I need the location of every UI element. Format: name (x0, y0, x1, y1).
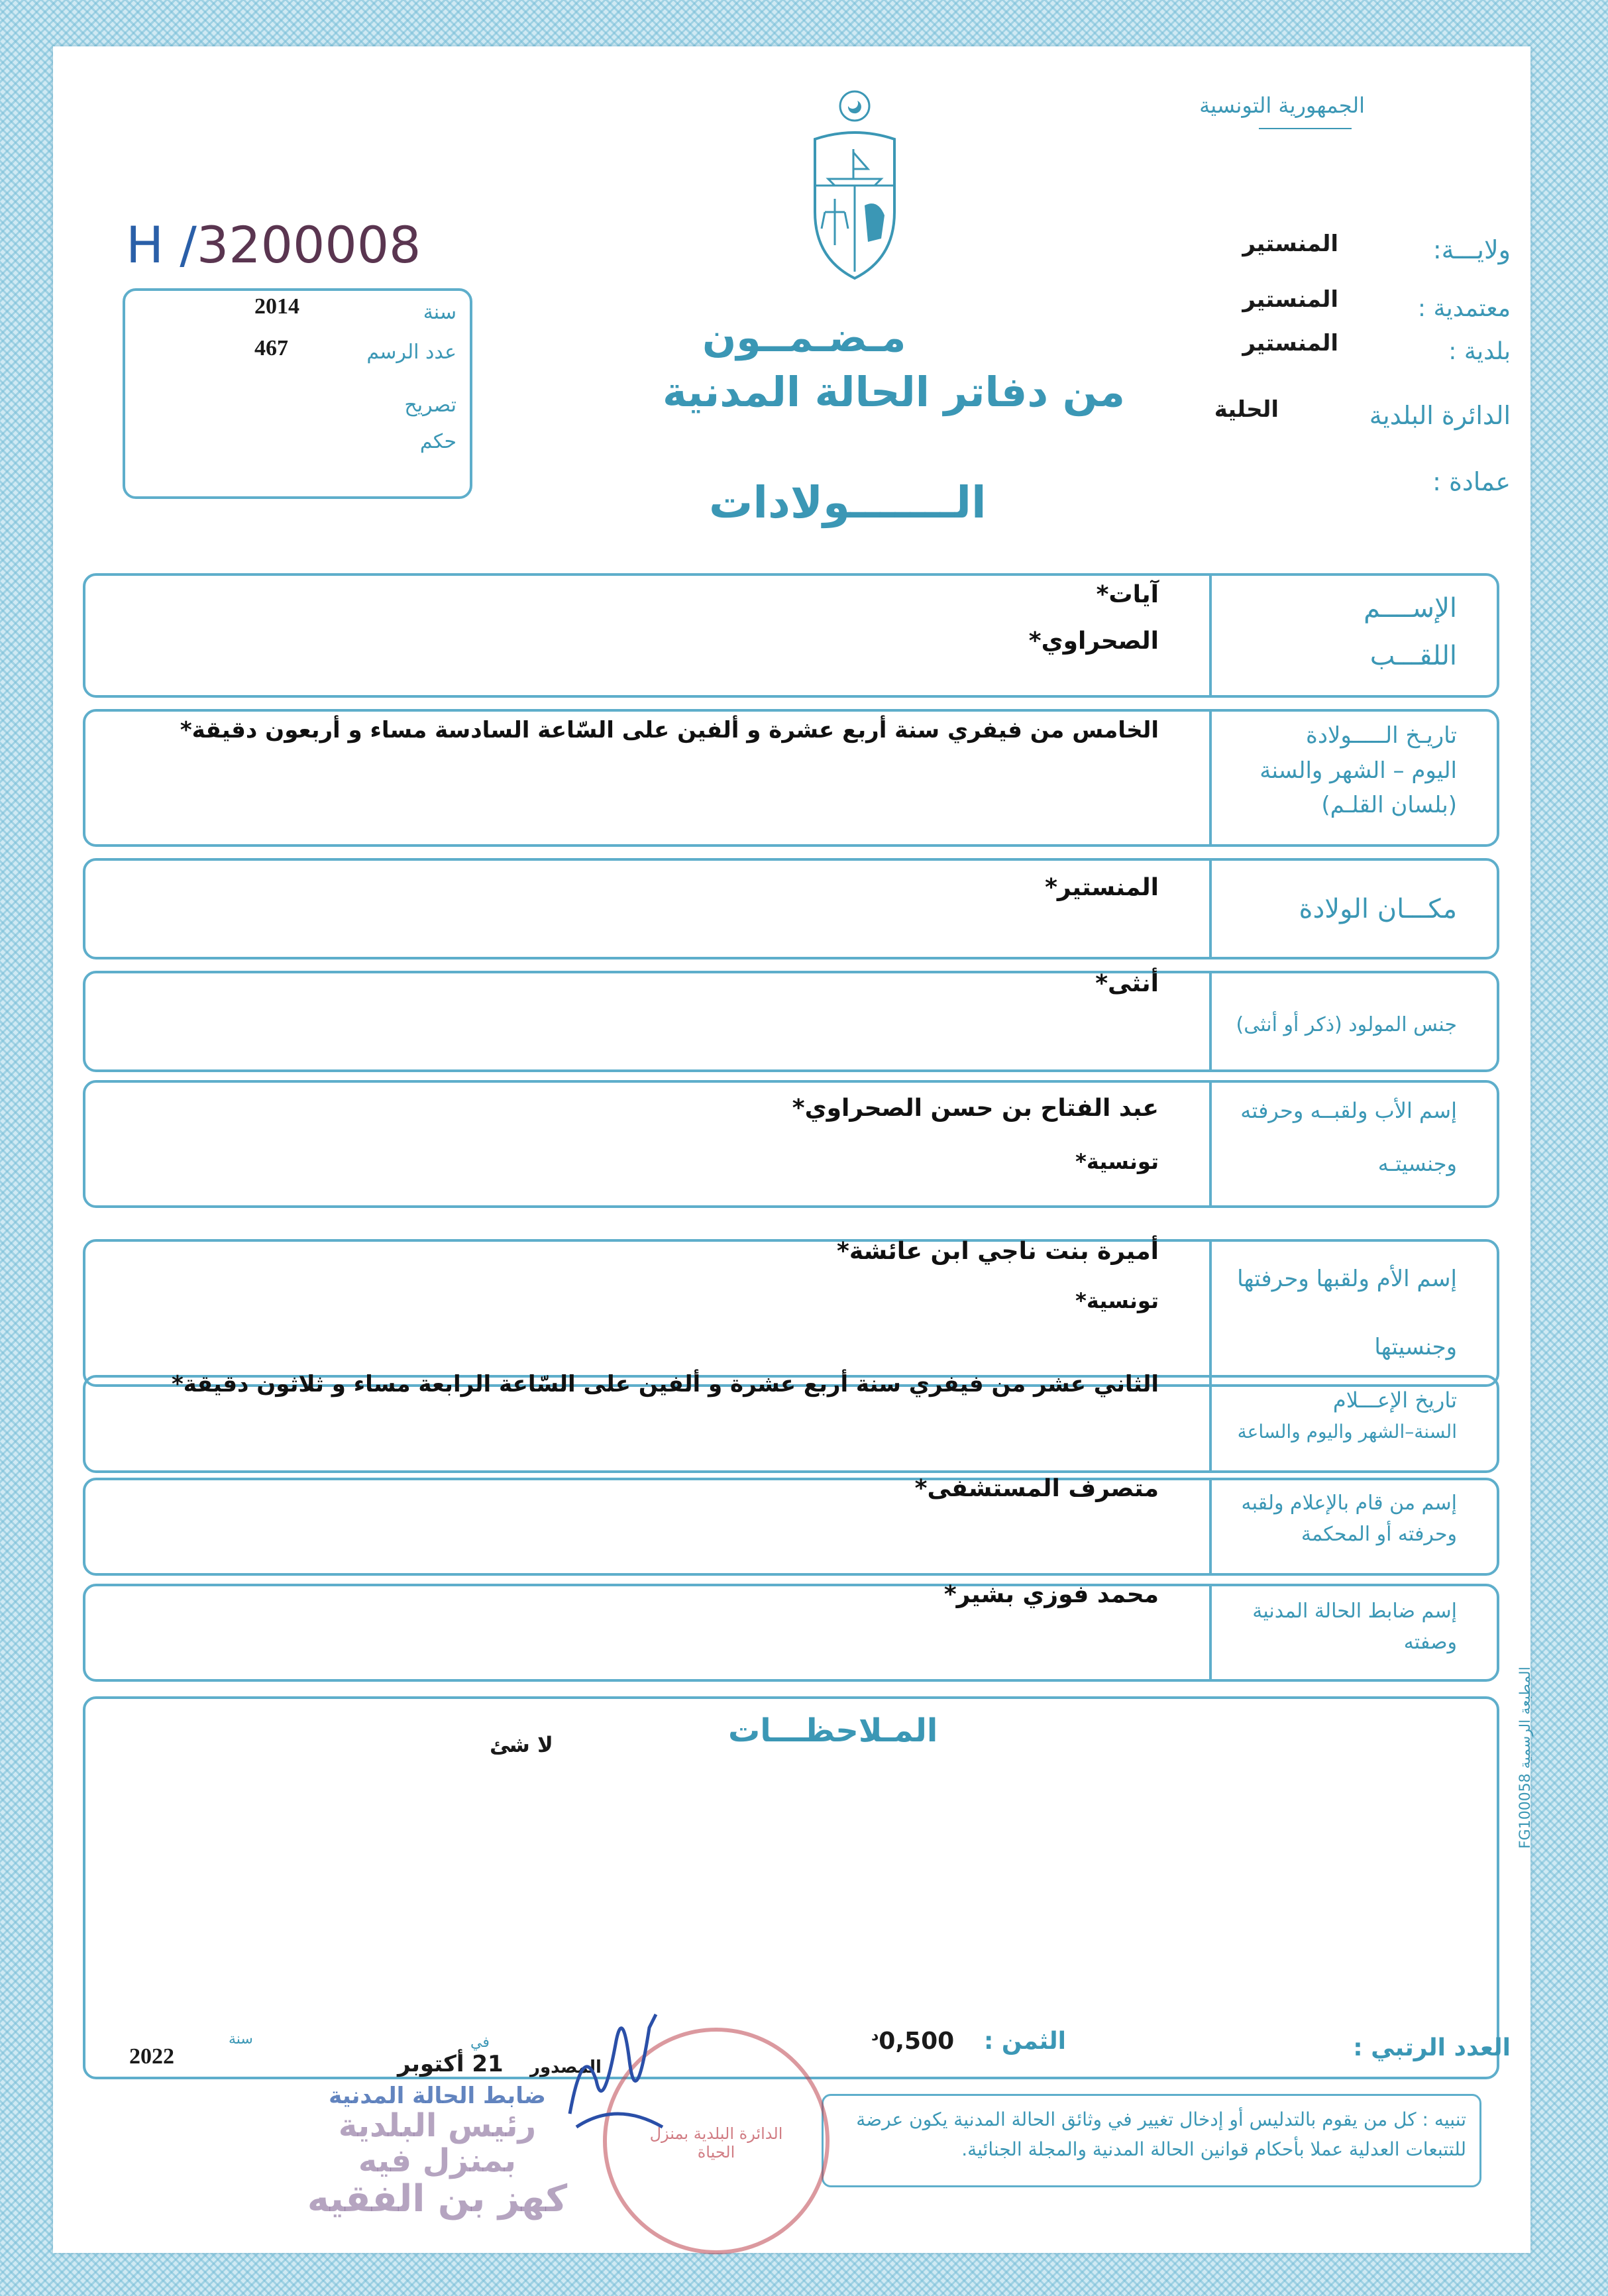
name-value: آيات* (1096, 581, 1159, 608)
mother-nationality-label: وجنسيتها (1374, 1333, 1457, 1360)
mother-label: إسم الأم ولقبها وحرفتها (1237, 1266, 1457, 1292)
serial-number (126, 215, 421, 274)
birth-date-label: تاريـخ الـــــولادة (1306, 722, 1457, 749)
price-label: الثمن : (984, 2028, 1067, 2055)
officer-label: إسم ضابط الحالة المدنية (1252, 1600, 1457, 1623)
declaration-date-sublabel: السنة–الشهر واليوم والساعة (1237, 1420, 1457, 1443)
serial-value: 3200008 (196, 215, 421, 274)
printer-mark: المطبعة الرسمية FG100058 (1517, 1667, 1534, 1849)
district-value: الحلية (1214, 396, 1279, 423)
father-value: عبد الفتاح بن حسن الصحراوي* (792, 1095, 1159, 1122)
declarant-label: إسم من قام بالإعلام ولقبه (1241, 1492, 1457, 1515)
district-label: الدائرة البلدية (1369, 401, 1511, 430)
judgment-label: حكم (419, 430, 456, 453)
serial-prefix: H / (126, 215, 197, 274)
issue-date: 21 أكتوبر (398, 2051, 504, 2077)
father-label: إسم الأب ولقبــه وحرفته (1240, 1098, 1457, 1123)
delegation-value: المنستير (1242, 286, 1338, 313)
sex-label: جنس المولود (ذكر أو أنثى) (1236, 1013, 1457, 1036)
remarks-box (83, 1696, 1499, 2079)
footer-year-label: سنة (229, 2031, 253, 2048)
birth-date-sublabel: اليوم – الشهر والسنة (1260, 757, 1457, 784)
mother-value: أميرة بنت ناجي ابن عائشة* (837, 1238, 1159, 1265)
republic-title: الجمهورية التونسية (1199, 93, 1365, 118)
delegation-label: معتمدية : (1417, 295, 1511, 322)
remarks-title: المـلاحظـــات (728, 1712, 938, 1749)
serial-label: العدد الرتبي : (1353, 2034, 1511, 2061)
row-officer (83, 1581, 1499, 1682)
in-label: في (470, 2034, 490, 2051)
declarant-sublabel: وحرفته أو المحكمة (1301, 1522, 1457, 1546)
warning-box (822, 2094, 1481, 2187)
birth-certificate-paper (53, 46, 1534, 2253)
round-stamp-text: الدائرة البلدية بمنزل الحياة (649, 2124, 783, 2161)
price-value (871, 2028, 954, 2055)
birth-date-note: (بلسان القلـم) (1321, 792, 1457, 819)
row-birth-date (83, 709, 1499, 847)
wilaya-label: ولايـــة: (1432, 235, 1511, 264)
officer-stamp-line2: رئيس البلدية (338, 2107, 537, 2145)
price-number: 0,500 (879, 2028, 955, 2055)
father-nationality-value: تونسية* (1075, 1149, 1159, 1174)
row-mother (83, 1239, 1499, 1387)
officer-stamp-line4: كهز بن الفقيه (307, 2177, 568, 2220)
declarant-value: متصرف المستشفى* (914, 1475, 1159, 1502)
declaration-date-label: تاريخ الإعـــلام (1332, 1388, 1457, 1413)
name-label: الإســــم (1364, 593, 1457, 624)
row-declaration-date (83, 1371, 1499, 1473)
warning-text: تنبيه : كل من يقوم بالتدليس أو إدخال تغيير في وثائق الحالة المدنية يكون عرضة للتتبعات العدلية عملا بأحكام قوانين الحالة المدنية والمجلة الجنائية. (856, 2108, 1466, 2160)
officer-sublabel: وصفته (1403, 1630, 1457, 1654)
section-title: الـــــــولادات (709, 477, 987, 528)
record-label: عدد الرسم (366, 341, 456, 364)
municipality-value: المنستير (1242, 330, 1338, 356)
surname-value: الصحراوي* (1028, 628, 1159, 655)
year-value: 2014 (254, 294, 299, 319)
wilaya-value: المنستير (1242, 231, 1338, 257)
birth-place-label: مكـــان الولادة (1299, 894, 1457, 924)
omda-label: عمادة : (1432, 467, 1511, 496)
row-declarant (83, 1475, 1499, 1576)
coat-of-arms-icon (802, 86, 908, 285)
father-nationality-label: وجنسيتـه (1377, 1150, 1457, 1176)
footer-year-value: 2022 (129, 2044, 174, 2069)
birth-date-value: الخامس من فيفري سنة أربع عشرة و ألفين على السّاعة السادسة مساء و أربعون دقيقة* (180, 717, 1159, 743)
signature (557, 2001, 676, 2147)
title-line1: مـضـمــون (702, 315, 906, 361)
price-unit: د (871, 2028, 879, 2044)
surname-label: اللقـــب (1369, 641, 1457, 671)
title-line2: من دفاتر الحالة المدنية (663, 368, 1125, 416)
row-name (83, 573, 1499, 698)
municipality-label: بلدية : (1448, 338, 1511, 365)
officer-value: محمد فوزي بشير* (943, 1581, 1159, 1608)
remarks-value: لا شئ (490, 1732, 553, 1757)
record-value: 467 (254, 336, 288, 360)
issued-label: المصدور (530, 2057, 602, 2077)
officer-stamp-line3: بمنزل فيه (358, 2142, 517, 2180)
mother-nationality-value: تونسية* (1075, 1288, 1159, 1313)
declaration-date-value: الثاني عشر من فيفري سنة أربع عشرة و ألفين على السّاعة الرابعة مساء و ثلاثون دقيقة* (171, 1371, 1159, 1397)
row-birth-place (83, 858, 1499, 959)
row-father (83, 1080, 1499, 1208)
sex-value: أنثى* (1095, 970, 1159, 997)
year-label: سنة (423, 301, 456, 324)
row-sex (83, 971, 1499, 1072)
officer-stamp-line1: ضابط الحالة المدنية (329, 2083, 546, 2109)
record-box (123, 288, 472, 499)
birth-place-value: المنستير* (1045, 874, 1159, 901)
republic-underline (1259, 128, 1352, 129)
declaration-label: تصريح (404, 394, 456, 417)
